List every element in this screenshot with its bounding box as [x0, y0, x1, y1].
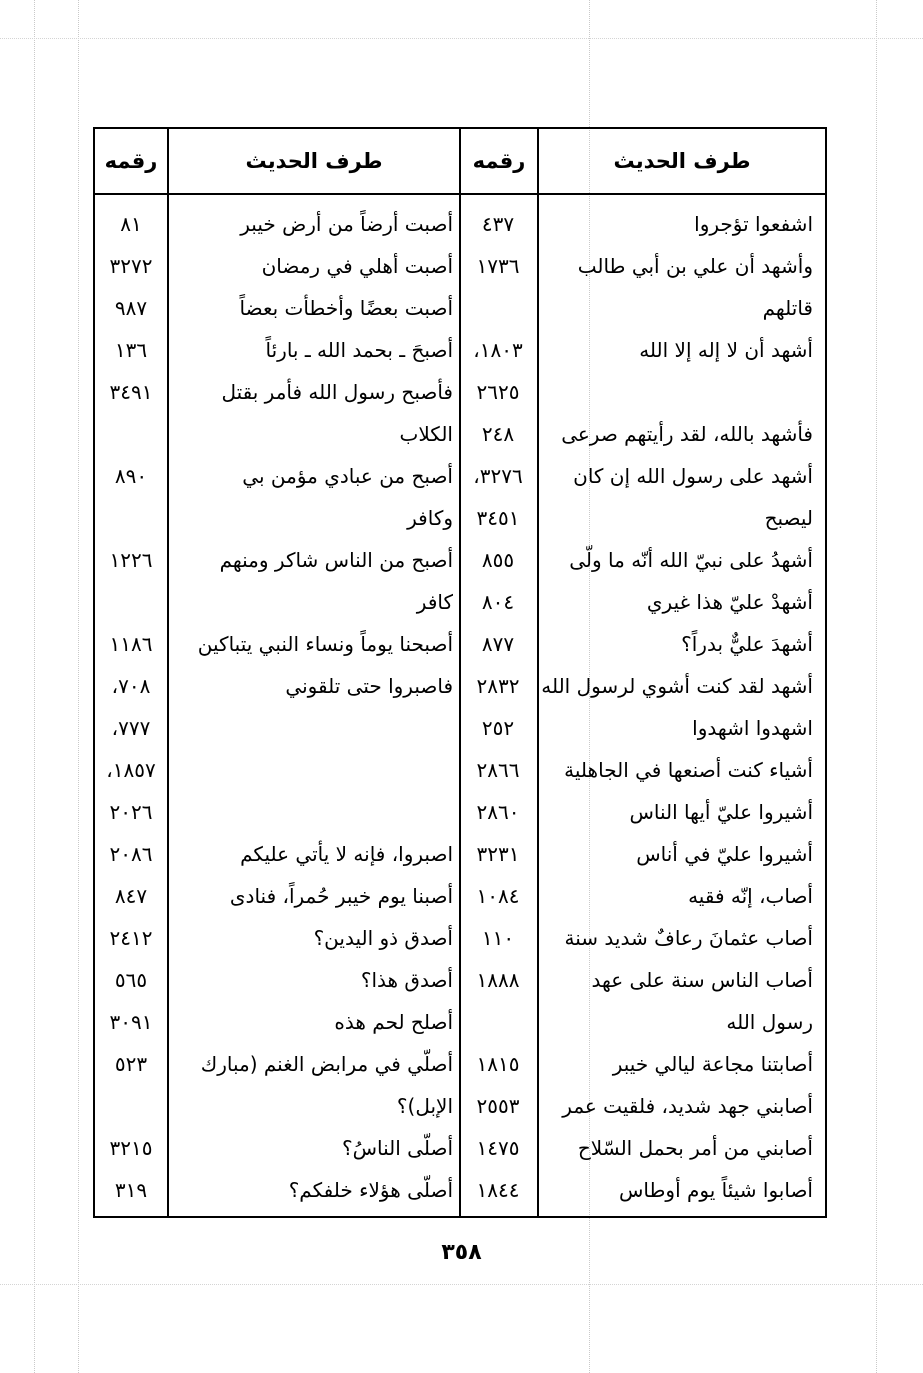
scan-guide-line: [34, 0, 35, 1373]
hadith-number-left: ٢٤١٢: [109, 926, 153, 950]
table-row: [95, 1127, 825, 1169]
table-row: [95, 1085, 825, 1127]
hadith-text-left: كافر: [416, 590, 453, 614]
hadith-text-right: أصابوا شيئاً يوم أوطاس: [618, 1178, 813, 1202]
hadith-text-left: [173, 791, 453, 833]
page-number: ٣٥٨: [441, 1240, 482, 1265]
hadith-number-left: ٢٠٢٦: [109, 800, 153, 824]
hadith-text-right: أصاب الناس سنة على عهد: [591, 968, 813, 992]
hadith-number-right: ١٧٣٦: [476, 254, 520, 278]
hadith-number-right: ٢٨٦٠: [476, 800, 520, 824]
hadith-number-right: [461, 287, 535, 329]
scan-guide-line: [78, 0, 79, 1373]
hadith-text-right: أصاب عثمانَ رعافٌ شديد سنة: [564, 926, 813, 950]
table-row: [95, 959, 825, 1001]
hadith-number-left: ٣٢١٥: [109, 1136, 153, 1160]
hadith-text-left: أصلّى الناسُ؟: [342, 1136, 453, 1160]
hadith-number-right: ٢٨٣٢: [476, 674, 520, 698]
header-hadith-text-left: طرف الحديث: [245, 149, 383, 173]
hadith-number-right: ٢٥٥٣: [476, 1094, 520, 1118]
table-row: [95, 707, 825, 749]
hadith-number-left: ٣٤٩١: [109, 380, 153, 404]
header-number-right: رقمه: [472, 149, 526, 173]
hadith-number-left: ٨٩٠: [114, 464, 148, 488]
hadith-number-right: ٣٤٥١: [476, 506, 520, 530]
hadith-text-right: وأشهد أن علي بن أبي طالب: [577, 254, 813, 278]
hadith-text-left: أصبحَ ـ بحمد الله ـ بارئاً: [265, 338, 453, 362]
hadith-text-right: أصابني من أمر بحمل السّلاح: [577, 1136, 813, 1160]
table-row: [95, 413, 825, 455]
hadith-number-left: ٥٦٥: [114, 968, 148, 992]
table-row: [95, 917, 825, 959]
hadith-number-left: [95, 413, 167, 455]
table-row: [95, 623, 825, 665]
table-row: [95, 665, 825, 707]
hadith-text-right: اشفعوا تؤجروا: [694, 212, 813, 236]
hadith-number-left: ٨١: [120, 212, 142, 236]
header-divider: [95, 193, 825, 195]
hadith-text-left: فأصبح رسول الله فأمر بقتل: [221, 380, 453, 404]
hadith-number-left: ١١٨٦: [109, 632, 153, 656]
hadith-text-left: أصبت بعضًا وأخطأت بعضاً: [239, 296, 453, 320]
hadith-text-left: أصبت أرضاً من أرض خيبر: [240, 212, 453, 236]
hadith-text-left: أصلّى هؤلاء خلفكم؟: [288, 1178, 453, 1202]
hadith-text-right: أشهد أن لا إله إلا الله: [639, 338, 813, 362]
hadith-number-left: ٨٤٧: [114, 884, 148, 908]
hadith-number-left: ٣١٩: [114, 1178, 148, 1202]
hadith-number-right: ١٤٧٥: [476, 1136, 520, 1160]
hadith-number-left: ١٨٥٧،: [106, 758, 156, 782]
hadith-text-right: فأشهد بالله، لقد رأيتهم صرعى: [561, 422, 813, 446]
hadith-text-right: قاتلهم: [762, 296, 813, 320]
hadith-text-left: أصبت أهلي في رمضان: [261, 254, 453, 278]
hadith-number-right: ٨٥٥: [481, 548, 515, 572]
hadith-text-left: [173, 749, 453, 791]
table-row: [95, 1043, 825, 1085]
hadith-number-left: ٣٢٧٢: [109, 254, 153, 278]
hadith-text-right: أشهدْ عليّ هذا غيري: [646, 590, 813, 614]
hadith-text-right: أصابتنا مجاعة ليالي خيبر: [612, 1052, 813, 1076]
hadith-number-left: ٣٠٩١: [109, 1010, 153, 1034]
scan-guide-line: [876, 0, 877, 1373]
hadith-index-table: [93, 127, 827, 1218]
hadith-number-right: [461, 1001, 535, 1043]
hadith-number-right: ١٨٠٣،: [473, 338, 523, 362]
hadith-number-right: ٢٥٢: [481, 716, 515, 740]
table-row: [95, 1169, 825, 1211]
table-row: [95, 749, 825, 791]
table-row: [95, 791, 825, 833]
hadith-text-left: الكلاب: [399, 422, 453, 446]
table-row: [95, 1001, 825, 1043]
hadith-text-right: أشهد على رسول الله إن كان: [573, 464, 813, 488]
hadith-number-right: ١٨١٥: [476, 1052, 520, 1076]
hadith-number-right: ٣٢٣١: [476, 842, 520, 866]
table-row: [95, 833, 825, 875]
hadith-text-left: أصلّي في مرابض الغنم (مبارك: [200, 1052, 453, 1076]
hadith-text-right: أصابني جهد شديد، فلقيت عمر: [562, 1094, 813, 1118]
hadith-number-left: ٧٠٨،: [111, 674, 151, 698]
table-row: [95, 287, 825, 329]
hadith-number-left: ٥٢٣: [114, 1052, 148, 1076]
header-number-left: رقمه: [104, 149, 158, 173]
table-row: [95, 581, 825, 623]
hadith-number-left: ٧٧٧،: [111, 716, 151, 740]
table-row: [95, 245, 825, 287]
hadith-number-left: ٢٠٨٦: [109, 842, 153, 866]
hadith-text-right: أشياء كنت أصنعها في الجاهلية: [564, 758, 813, 782]
hadith-number-right: ٤٣٧: [481, 212, 515, 236]
hadith-text-left: أصبح من الناس شاكر ومنهم: [219, 548, 453, 572]
hadith-number-left: ٩٨٧: [114, 296, 148, 320]
hadith-text-left: أصبح من عبادي مؤمن بي: [242, 464, 453, 488]
table-row: [95, 539, 825, 581]
hadith-number-right: ٢٨٦٦: [476, 758, 520, 782]
hadith-text-left: أصبحنا يوماً ونساء النبي يتباكين: [197, 632, 453, 656]
hadith-text-left: فاصبروا حتى تلقوني: [285, 674, 453, 698]
table-row: [95, 875, 825, 917]
hadith-number-right: ٨٧٧: [481, 632, 515, 656]
hadith-text-right: أصاب، إنّه فقيه: [688, 884, 813, 908]
table-row: [95, 497, 825, 539]
hadith-text-right: أشهدُ على نبيّ الله أنّه ما ولّى: [569, 548, 813, 572]
hadith-number-left: [95, 497, 167, 539]
hadith-number-right: ١٨٤٤: [476, 1178, 520, 1202]
hadith-text-right: ليصبح: [764, 506, 813, 530]
hadith-number-right: ١١٠: [481, 926, 515, 950]
table-row: [95, 203, 825, 245]
hadith-text-right: [541, 371, 813, 413]
hadith-number-left: [95, 1085, 167, 1127]
hadith-text-left: [173, 707, 453, 749]
hadith-text-right: أشهد لقد كنت أشوي لرسول الله: [541, 674, 813, 698]
header-hadith-text-right: طرف الحديث: [613, 149, 751, 173]
scan-guide-line: [0, 1284, 923, 1285]
hadith-text-right: أشهدَ عليٌّ بدراً؟: [681, 632, 813, 656]
hadith-text-left: اصبروا، فإنه لا يأتي عليكم: [240, 842, 453, 866]
hadith-number-left: [95, 581, 167, 623]
table-row: [95, 455, 825, 497]
hadith-number-right: ٨٠٤: [481, 590, 515, 614]
hadith-text-left: وكافر: [407, 506, 453, 530]
hadith-number-right: ٢٦٢٥: [476, 380, 520, 404]
table-row: [95, 371, 825, 413]
table-row: [95, 329, 825, 371]
hadith-text-left: الإبل)؟: [396, 1094, 453, 1118]
hadith-text-right: رسول الله: [726, 1010, 813, 1034]
hadith-number-right: ٣٢٧٦،: [473, 464, 523, 488]
hadith-number-left: ١٢٢٦: [109, 548, 153, 572]
hadith-number-right: ١٨٨٨: [476, 968, 520, 992]
hadith-text-right: أشيروا عليّ أيها الناس: [629, 800, 813, 824]
hadith-text-left: أصبنا يوم خيبر حُمراً، فنادى: [229, 884, 453, 908]
hadith-text-right: أشيروا عليّ في أناس: [636, 842, 813, 866]
hadith-number-right: ٢٤٨: [481, 422, 515, 446]
hadith-number-left: ١٣٦: [114, 338, 148, 362]
hadith-text-right: اشهدوا اشهدوا: [692, 716, 813, 740]
hadith-text-left: أصلح لحم هذه: [334, 1010, 453, 1034]
scan-guide-line: [0, 38, 923, 39]
hadith-text-left: أصدق هذا؟: [360, 968, 453, 992]
hadith-text-left: أصدق ذو اليدين؟: [313, 926, 453, 950]
hadith-number-right: ١٠٨٤: [476, 884, 520, 908]
